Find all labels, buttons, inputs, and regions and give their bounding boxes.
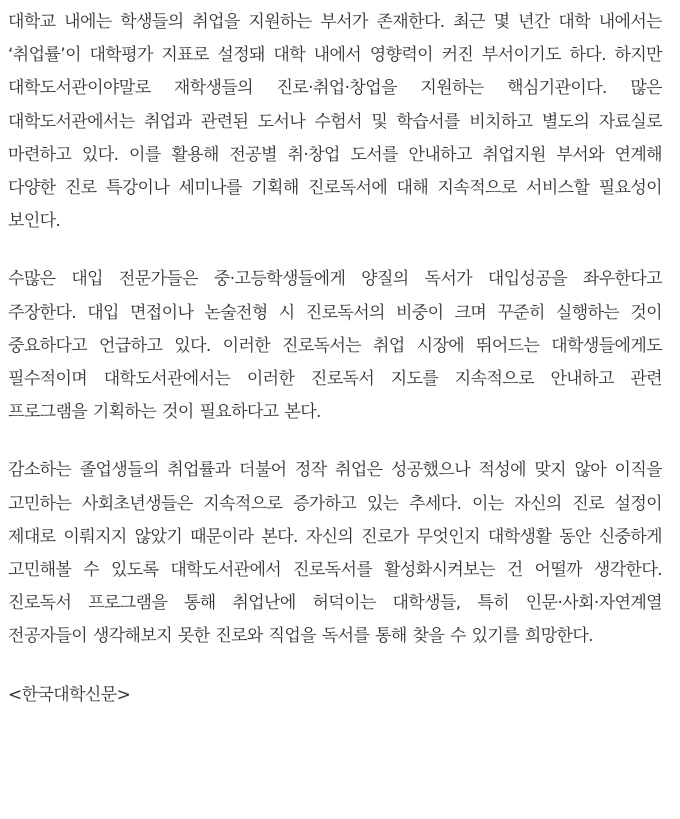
article-source: <한국대학신문> <box>8 684 131 705</box>
article-paragraph-1: 대학교 내에는 학생들의 취업을 지원하는 부서가 존재한다. 최근 몇 년간 대학 내에서는 ‘취업률’이 대학평가 지표로 설정돼 대학 내에서 영향력이 커진 부서이기도 하다. 하지만 대학도서관이야말로 재학생들의 진로·취업·창업을 지원하는 핵심기관이다. 많은 대학도서관에서는 취업과 관련된 도서나 수험서 및 학습서를 비치하고 별도의 자료실로 마련하고 있다. 이를 활용해 전공별 취·창업 도서를 안내하고 취업지원 부서와 연계해 다양한 진로 특강이나 세미나를 기획해 진로독서에 대해 지속적으로 서비스할 필요성이 보인다. <box>8 12 662 232</box>
article-paragraph-2: 수많은 대입 전문가들은 중·고등학생들에게 양질의 독서가 대입성공을 좌우한다고 주장한다. 대입 면접이나 논술전형 시 진로독서의 비중이 크며 꾸준히 실행하는 것이 중요하다고 언급하고 있다. 이러한 진로독서는 취업 시장에 뛰어드는 대학생들에게도 필수적이며 대학도서관에서는 이러한 진로독서 지도를 지속적으로 안내하고 관련 프로그램을 기획하는 것이 필요하다고 본다. <box>8 269 662 423</box>
article-paragraph-3: 감소하는 졸업생들의 취업률과 더불어 정작 취업은 성공했으나 적성에 맞지 않아 이직을 고민하는 사회초년생들은 지속적으로 증가하고 있는 추세다. 이는 자신의 진로 설정이 제대로 이뤄지지 않았기 때문이라 본다. 자신의 진로가 무엇인지 대학생활 동안 신중하게 고민해볼 수 있도록 대학도서관에서 진로독서를 활성화시켜보는 건 어떨까 생각한다. 진로독서 프로그램을 통해 취업난에 허덕이는 대학생들, 특히 인문·사회·자연계열 전공자들이 생각해보지 못한 진로와 직업을 독서를 통해 찾을 수 있기를 희망한다. <box>8 460 662 647</box>
